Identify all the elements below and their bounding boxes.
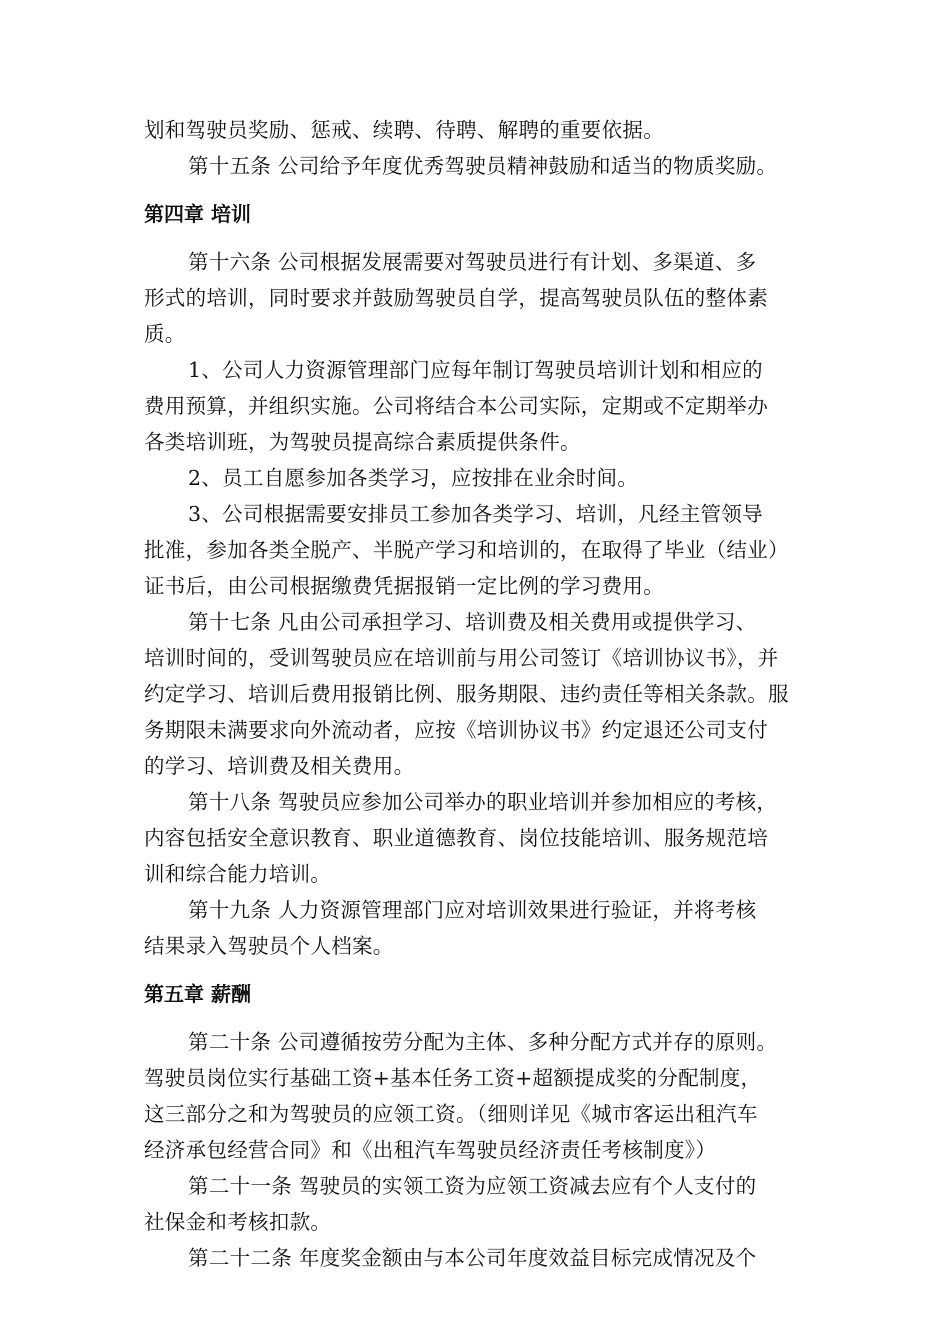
article-20: 第二十条 公司遵循按劳分配为主体、多种分配方式并存的原则。 xyxy=(188,1030,778,1054)
paragraph-line: 各类培训班，为驾驶员提高综合素质提供条件。 xyxy=(144,430,581,454)
paragraph-line: 社保金和考核扣款。 xyxy=(144,1210,332,1234)
paragraph-line: 质。 xyxy=(144,322,186,346)
paragraph-line: 训和综合能力培训。 xyxy=(144,862,332,886)
paragraph-line: 这三部分之和为驾驶员的应领工资。（细则详见《城市客运出租汽车 xyxy=(144,1102,758,1126)
paragraph-line: 批准，参加各类全脱产、半脱产学习和培训的，在取得了毕业（结业） xyxy=(144,538,789,562)
paragraph-line: 务期限未满要求向外流动者，应按《培训协议书》约定退还公司支付 xyxy=(144,718,768,742)
paragraph-line: 证书后，由公司根据缴费凭据报销一定比例的学习费用。 xyxy=(144,574,664,598)
paragraph-line: 培训时间的，受训驾驶员应在培训前与用公司签订《培训协议书》，并 xyxy=(144,646,779,670)
paragraph-line: 的学习、培训费及相关费用。 xyxy=(144,754,415,778)
list-item-2: 2、员工自愿参加各类学习，应按排在业余时间。 xyxy=(188,466,639,490)
article-18: 第十八条 驾驶员应参加公司举办的职业培训并参加相应的考核， xyxy=(188,790,778,814)
document-page xyxy=(144,112,812,1276)
chapter-5-heading: 第五章 薪酬 xyxy=(144,982,251,1006)
paragraph-line: 划和驾驶员奖励、惩戒、续聘、待聘、解聘的重要依据。 xyxy=(144,118,664,142)
paragraph-line: 结果录入驾驶员个人档案。 xyxy=(144,934,394,958)
paragraph-line: 驾驶员岗位实行基础工资+基本任务工资+超额提成奖的分配制度， xyxy=(144,1066,762,1090)
chapter-4-heading: 第四章 培训 xyxy=(144,202,251,226)
paragraph-line: 费用预算，并组织实施。公司将结合本公司实际，定期或不定期举办 xyxy=(144,394,768,418)
article-22: 第二十二条 年度奖金额由与本公司年度效益目标完成情况及个 xyxy=(188,1246,757,1270)
paragraph-line: 形式的培训，同时要求并鼓励驾驶员自学，提高驾驶员队伍的整体素 xyxy=(144,286,768,310)
list-item-1: 1、公司人力资源管理部门应每年制订驾驶员培训计划和相应的 xyxy=(188,358,763,382)
paragraph-line: 约定学习、培训后费用报销比例、服务期限、违约责任等相关条款。服 xyxy=(144,682,789,706)
paragraph-line: 内容包括安全意识教育、职业道德教育、岗位技能培训、服务规范培 xyxy=(144,826,768,850)
article-16: 第十六条 公司根据发展需要对驾驶员进行有计划、多渠道、多 xyxy=(188,250,757,274)
list-item-3: 3、公司根据需要安排员工参加各类学习、培训，凡经主管领导 xyxy=(188,502,763,526)
article-15: 第十五条 公司给予年度优秀驾驶员精神鼓励和适当的物质奖励。 xyxy=(188,154,778,178)
article-19: 第十九条 人力资源管理部门应对培训效果进行验证，并将考核 xyxy=(188,898,757,922)
paragraph-line: 经济承包经营合同》和《出租汽车驾驶员经济责任考核制度》） xyxy=(144,1138,717,1162)
article-17: 第十七条 凡由公司承担学习、培训费及相关费用或提供学习、 xyxy=(188,610,757,634)
article-21: 第二十一条 驾驶员的实领工资为应领工资减去应有个人支付的 xyxy=(188,1174,757,1198)
